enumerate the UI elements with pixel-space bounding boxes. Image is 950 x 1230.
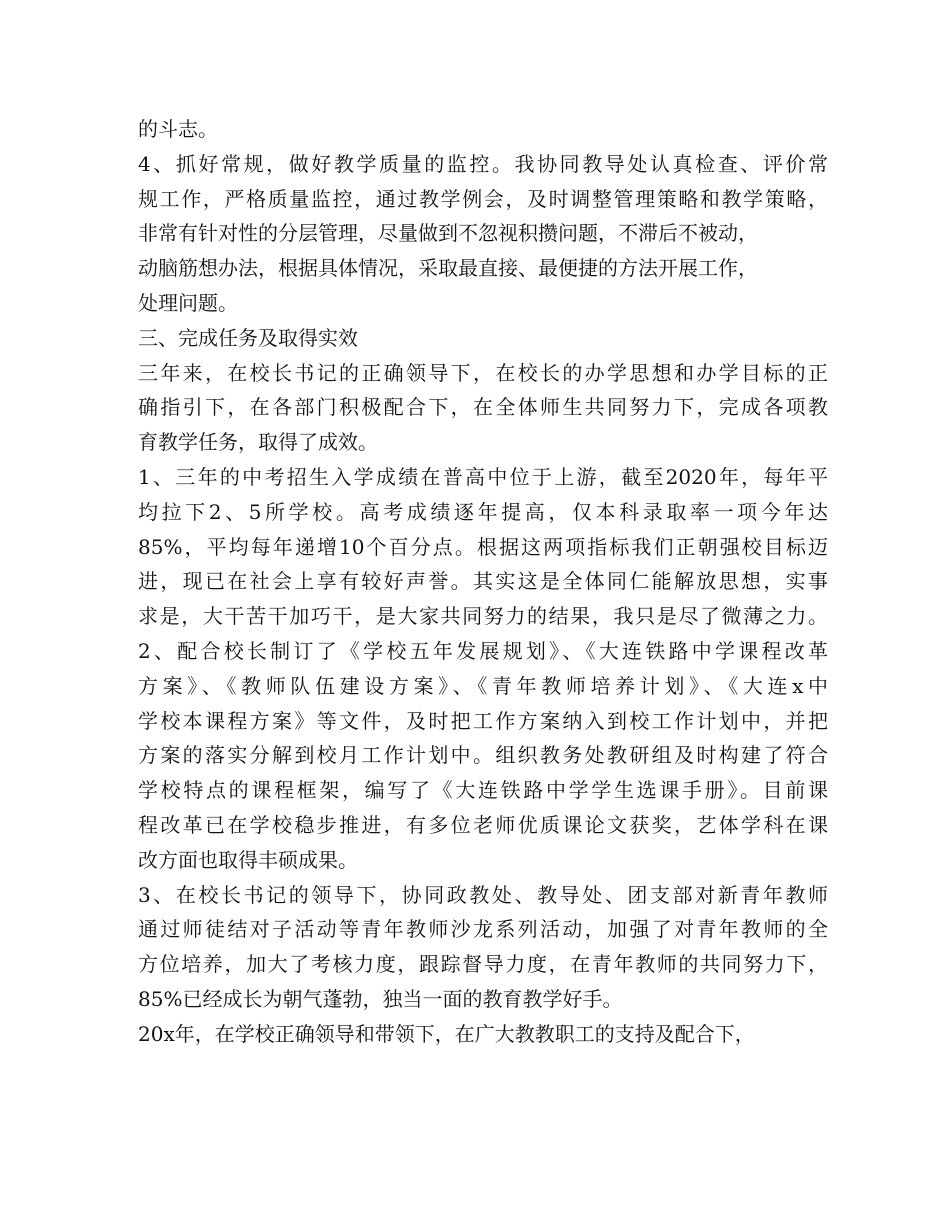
text-line: 3、在校长书记的领导下，协同政教处、教导处、团支部对新青年教师 bbox=[138, 882, 828, 907]
text-line: 方案》、《教师队伍建设方案》、《青年教师培养计划》、《大连x中 bbox=[138, 673, 828, 698]
text-line: 动脑筋想办法，根据具体情况，采取最直接、最便捷的方法开展工作， bbox=[138, 256, 758, 281]
text-line: 均拉下2、5所学校。高考成绩逐年提高，仅本科录取率一项今年达 bbox=[138, 499, 828, 524]
text-line: 85%已经成长为朝气蓬勃，独当一面的教育教学好手。 bbox=[138, 986, 623, 1011]
text-line: 三年来，在校长书记的正确领导下，在校长的办学思想和办学目标的正 bbox=[138, 360, 828, 385]
document-body bbox=[138, 112, 828, 1052]
text-line: 方位培养，加大了考核力度，跟踪督导力度，在青年教师的共同努力下， bbox=[138, 952, 828, 977]
text-line: 2、配合校长制订了《学校五年发展规划》、《大连铁路中学课程改革 bbox=[138, 638, 828, 663]
text-line: 学校特点的课程框架，编写了《大连铁路中学学生选课手册》。目前课 bbox=[138, 778, 828, 803]
text-line: 进，现已在社会上享有较好声誉。其实这是全体同仁能解放思想，实事 bbox=[138, 569, 828, 594]
text-line: 改方面也取得丰硕成果。 bbox=[138, 847, 358, 872]
text-line: 处理问题。 bbox=[138, 290, 238, 315]
text-line: 非常有针对性的分层管理，尽量做到不忽视积攒问题，不滞后不被动， bbox=[138, 221, 758, 246]
text-line: 通过师徒结对子活动等青年教师沙龙系列活动，加强了对青年教师的全 bbox=[138, 917, 828, 942]
text-line: 的斗志。 bbox=[138, 117, 218, 141]
text-line: 方案的落实分解到校月工作计划中。组织教务处教研组及时构建了符合 bbox=[138, 743, 828, 768]
text-line: 确指引下，在各部门积极配合下，在全体师生共同努力下，完成各项教 bbox=[138, 395, 828, 420]
text-line: 1、三年的中考招生入学成绩在普高中位于上游，截至2020年，每年平 bbox=[138, 464, 828, 489]
text-line: 学校本课程方案》等文件，及时把工作方案纳入到校工作计划中，并把 bbox=[138, 708, 828, 733]
text-line: 育教学任务，取得了成效。 bbox=[138, 430, 378, 455]
text-line: 三、完成任务及取得实效 bbox=[138, 325, 358, 350]
text-line: 求是，大干苦干加巧干，是大家共同努力的结果，我只是尽了微薄之力。 bbox=[138, 604, 828, 629]
text-line: 程改革已在学校稳步推进，有多位老师优质课论文获奖，艺体学科在课 bbox=[138, 812, 828, 837]
text-line: 85%，平均每年递增10个百分点。根据这两项指标我们正朝强校目标迈 bbox=[138, 534, 828, 559]
text-line: 20x年，在学校正确领导和带领下，在广大教教职工的支持及配合下， bbox=[138, 1021, 755, 1046]
text-line: 规工作，严格质量监控，通过教学例会，及时调整管理策略和教学策略， bbox=[138, 186, 828, 211]
text-line: 4、抓好常规，做好教学质量的监控。我协同教导处认真检查、评价常 bbox=[138, 151, 828, 176]
